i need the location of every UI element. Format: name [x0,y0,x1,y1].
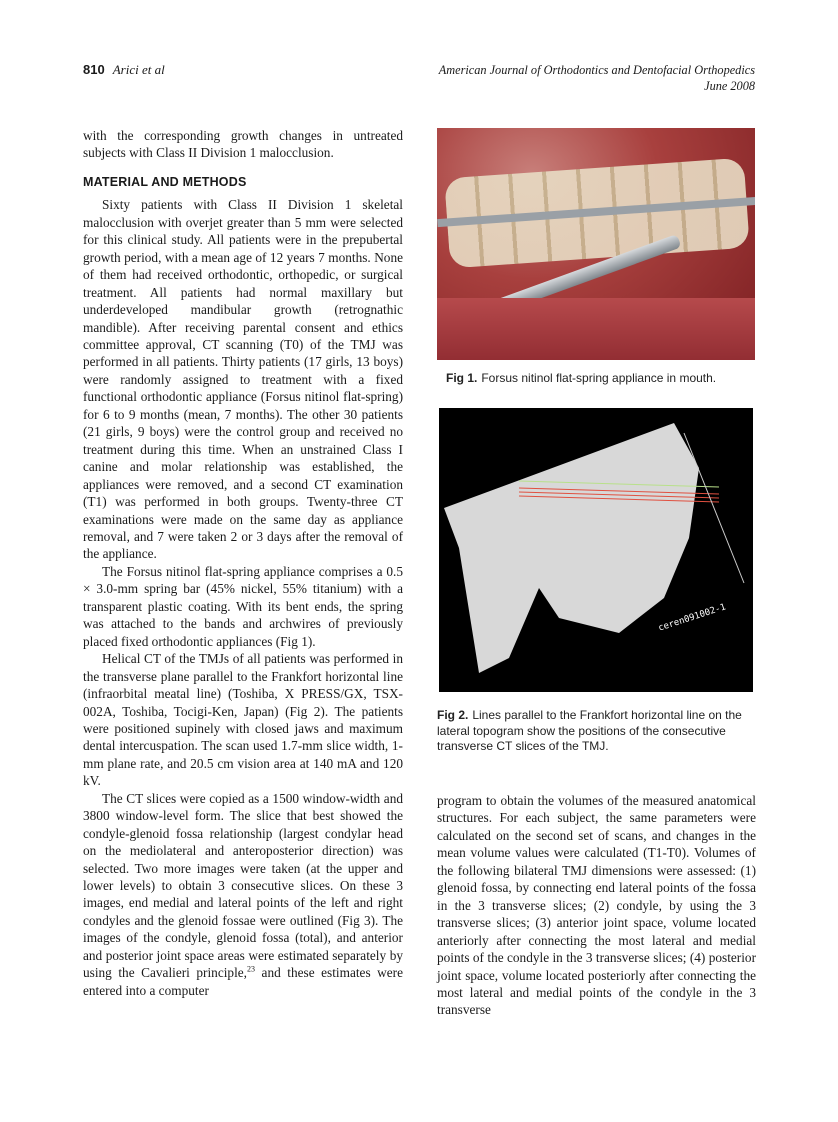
figure-2-ct-topogram [439,408,753,692]
paragraph: program to obtain the volumes of the measured anatomical structures. For each subject, the same parameters were calculated on the second set of scans, and changes in the mean volume values were calculated (T1-T0). Volumes of the following bilateral TMJ dimensions were assessed: (1) glenoid fossa, by connecting end lateral points of the fossa in the 3 transverse slices; (2) condyle, by using the 3 transverse slices; (3) anterior joint space, volume located anteriorly after connecting the most lateral and medial points of the condyle in the 3 transverse slices; (4) posterior joint space, volume located posteriorly after connecting the most lateral and medial points of the condyle in the 3 transverse [437,793,756,1018]
right-column [437,792,756,1019]
figure-2-caption [437,708,757,755]
citation: 23 [247,964,255,974]
figure-label: Fig 1. [446,371,478,385]
issue-date: June 2008 [704,79,755,93]
paragraph-text: The CT slices were copied as a 1500 window-width and 3800 window-level form. The slice that best showed the condyle-glenoid fossa relationship (largest condylar head on the mediolateral and anteroposterior direction) was selected. Two more images were taken (at the upper and lower levels) to obtain 3 consecutive slices. On these 3 images, end medial and lateral points of the left and right condyles and the glenoid fossae were outlined (Fig 3). The images of the condyle, glenoid fossa (total), and anterior and posterior joint space areas were estimated separately by using the Cavalieri principle, [83,790,403,981]
paragraph: The Forsus nitinol flat-spring appliance comprises a 0.5 × 3.0-mm spring bar (45% nickel, 55% titanium) with a transparent plastic coating. With its bent ends, the spring was attached to the bands and archwires of previously placed fixed orthodontic appliances (Fig 1). [83,563,403,649]
skull-render [444,423,699,673]
intro-paragraph: with the corresponding growth changes in untreated subjects with Class II Division 1 malocclusion. [83,128,403,161]
paragraph [83,790,403,999]
lip [437,298,755,360]
running-authors: Arici et al [112,62,165,77]
paragraph: Sixty patients with Class II Division 1 skeletal malocclusion with overjet greater than 5 mm were selected for this clinical study. All patients were in the prepubertal growth period, with a mean age of 12 years 7 months. None of them had received orthodontic, orthopedic, or surgical treatment. All patients had normal maxillary but underdeveloped mandibular growth (retrognathic mandible). After receiving parental consent and ethics committee approval, CT scanning (T0) of the TMJ was performed in all patients. Thirty patients (17 girls, 13 boys) were randomly assigned to treatment with a fixed functional orthodontic appliance (Forsus nitinol flat-spring) for 6 to 9 months (mean, 7 months). The other 30 patients (21 girls, 9 boys) were the control group and received no treatment during this time. When an unstrained Class I canine and molar relationship was established, the appliances were removed, and a second CT examination (T1) was performed in both groups. Twenty-three CT examinations were made on the same day as appliance removal, and 7 were taken 2 or 3 days after the removal of the appliance. [83,197,403,562]
figure-1-photo [437,128,755,360]
left-column [83,127,403,999]
ct-render [439,408,753,692]
paragraph-tail: and these estimates were entered into a computer [83,965,403,998]
running-header-right [439,62,755,94]
page-number: 810 [83,62,105,77]
caption-text: Lines parallel to the Frankfort horizontal line on the lateral topogram show the positions of the consecutive transverse CT slices of the TMJ. [437,708,742,753]
scan-id-label: ceren091002-1 [657,602,728,634]
section-heading: MATERIAL AND METHODS [83,174,247,189]
running-header-left [83,62,165,78]
figure-1-caption [446,371,756,387]
journal-title: American Journal of Orthodontics and Dentofacial Orthopedics [438,63,755,77]
caption-text: Forsus nitinol flat-spring appliance in mouth. [481,371,717,385]
figure-label: Fig 2. [437,708,469,722]
paragraph: Helical CT of the TMJs of all patients was performed in the transverse plane parallel to the Frankfort horizontal line (infraorbital meatal line) (Toshiba, X PRESS/GX, TSX-002A, Toshiba, Tocigi-Ken, Japan) (Fig 2). The patients were positioned supinely with closed jaws and maximum dental intercuspation. The scan used 1.7-mm slice width, 1-mm plane rate, and 20.5 cm vision area at 140 mA and 120 kV. [83,651,403,789]
